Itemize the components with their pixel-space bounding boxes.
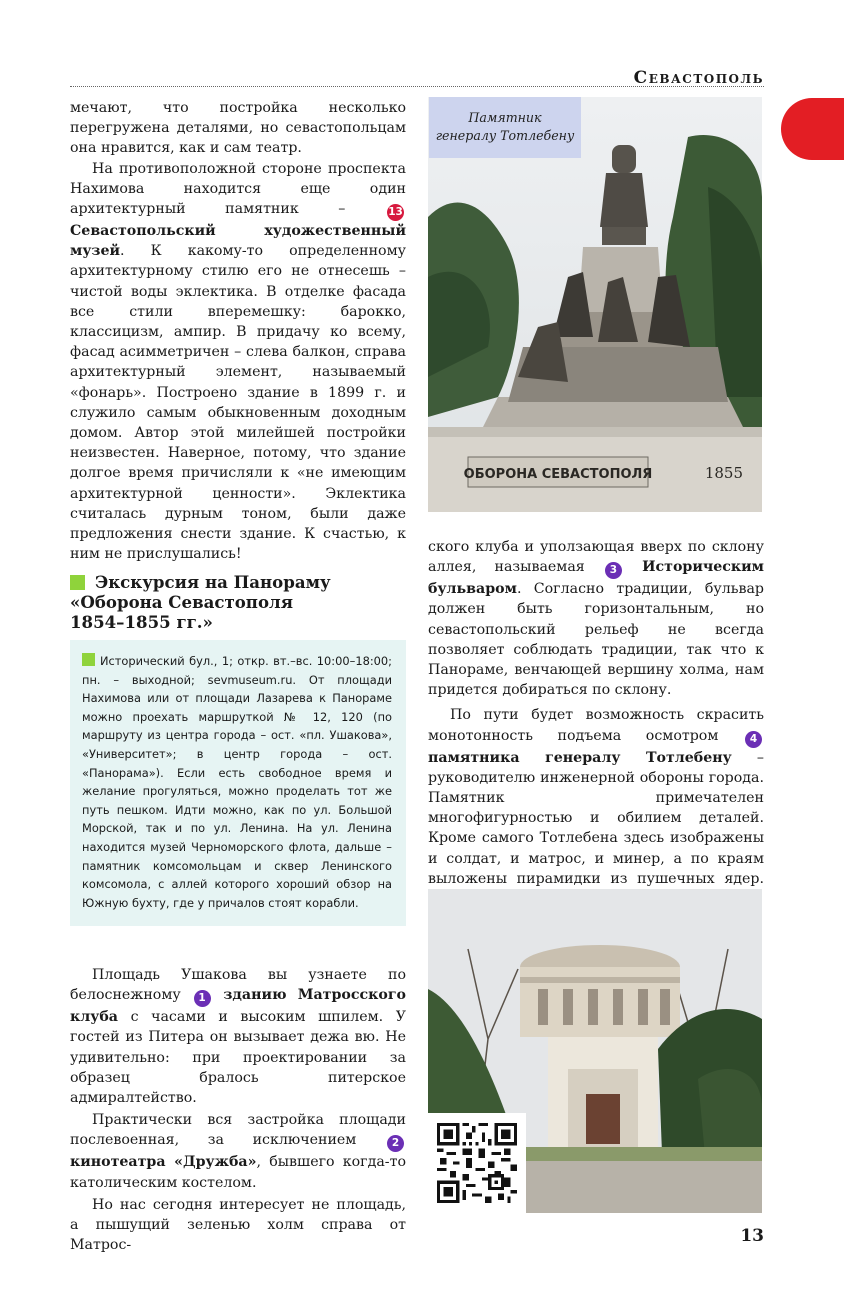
- page-number: 13: [740, 1226, 764, 1246]
- info-box: [70, 640, 406, 926]
- excursion-title: Экскурсия на Панораму «Оборона Севастополя 1854–1855 гг.»: [70, 572, 331, 632]
- paragraph: По пути будет возможность скрасить монотонность подъема осмотром 4 памятника генералу Тотлебену – руководителю инженерной обороны города. Памятник примечателен многофигурностью и обилием деталей. Кроме самого Тотлебена здесь изображены и солдат, и матрос, и минер, а по краям выложены пирамидки из пушечных ядер.: [428, 707, 764, 887]
- plaque-year: 1855: [704, 464, 743, 482]
- place-name: Историческим бульваром: [428, 559, 765, 598]
- right-column: [428, 537, 764, 914]
- place-name: зданию Матросского клуба: [70, 987, 406, 1026]
- map-marker-icon: 4: [745, 731, 762, 748]
- info-text: Исторический бул., 1; откр. вт.–вс. 10:00–18:00; пн. – выходной; sevmuseum.ru. От площади Нахимова или от площади Лазарева к Панораме можно проехать маршруткой № 12, 120 (по маршруту из центра города – ост. «пл. Ушакова», «Университет»; в центр города – ост. «Панорама»). Если есть свободное время и желание прогуляться, можно проделать тот же путь пешком. Идти можно, как по ул. Большой Морской, так и по ул. Ленина. На ул. Ленина находится музей Черноморского флота, дальше – памятник комсомольцам и сквер Ленинского комсомола, с аллей которого хороший обзор на Южную бухту, где у причалов стоят корабли.: [82, 654, 392, 910]
- left-column-top: [70, 98, 406, 564]
- excursion-section: [70, 572, 406, 926]
- monument-photo: [428, 97, 762, 512]
- green-square-icon: [70, 575, 85, 590]
- paragraph: мечают, что постройка несколько перегружена деталями, но севастопольцам она нравится, как и сам театр.: [70, 100, 406, 157]
- paragraph: ского клуба и уползающая вверх по склону аллея, называемая 3 Историческим бульваром. Согласно традиции, бульвар должен быть горизонтальным, но севастопольский рельеф не всегда позволяет соблюдать традиции, так что к Панораме, венчающей вершину холма, нам придется добираться по склону.: [428, 539, 765, 699]
- map-marker-icon: 3: [605, 562, 622, 579]
- paragraph: Но нас сегодня интересует не площадь, а пышущий зеленью холм справа от Матрос-: [70, 1196, 406, 1254]
- place-name: памятника генералу Тотлебену: [428, 749, 732, 766]
- left-column-bottom: [70, 965, 406, 1257]
- running-head: Севастополь: [633, 68, 764, 88]
- map-marker-icon: 1: [194, 990, 211, 1007]
- info-square-icon: [82, 653, 95, 666]
- paragraph: На противоположной стороне проспекта Нахимова находится еще один архитектурный памятник – 13Севастопольский художественный музей. К какому-то определенному архитектурному стилю его не отнесешь – чистой воды эклектика. В отделке фасада все стили вперемешку: барокко, классицизм, ампир. В придачу ко всему, фасад асимметричен – слева балкон, справа архитектурный элемент, называемый «фонарь». Построено здание в 1899 г. и служило самым обыкновенным доходным домом. Автор этой милейшей постройки неизвестен. Наверное, потому, что здание долгое время причисляли к «не имеющим архитектурной ценности». Эклектика считалась дурным тоном, были даже предложения снести здание. К счастью, к ним не прислушались!: [70, 160, 406, 563]
- map-marker-icon: 2: [387, 1135, 404, 1152]
- plaque-text: ОБОРОНА СЕВАСТОПОЛЯ: [463, 467, 653, 482]
- paragraph: Площадь Ушакова вы узнаете по белоснежному 1 зданию Матросского клуба с часами и высоким шпилем. У гостей из Питера он вызывает дежа вю. Не удивительно: при проектировании за образец бралось питерское адмиралтейство.: [70, 967, 406, 1107]
- photo-caption: Памятник генералу Тотлебену: [429, 97, 581, 158]
- paragraph: Практически вся застройка площади послевоенная, за исключением 2 кинотеатра «Дружба», бывшего когда-то католическим костелом.: [70, 1112, 406, 1191]
- place-name: кинотеатра «Дружба»: [70, 1154, 257, 1171]
- thumb-index-tab: [781, 98, 844, 160]
- map-marker-icon: 13: [387, 204, 404, 221]
- place-name: Севастопольский художественный музей: [70, 223, 406, 260]
- qr-code: [428, 1113, 526, 1213]
